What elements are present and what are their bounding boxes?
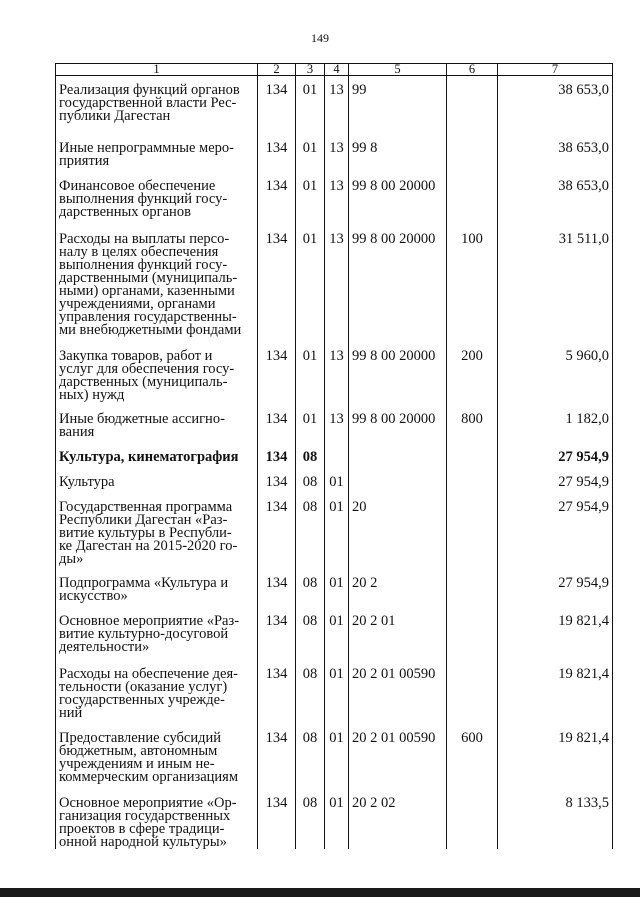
ministry-code: 134 xyxy=(258,76,296,135)
amount: 38 653,0 xyxy=(498,134,613,172)
row-name-line: учреждениям и иным не- xyxy=(59,756,215,772)
section-code: 08 xyxy=(296,468,325,493)
section-code: 08 xyxy=(296,607,325,660)
row-name-line: Основное мероприятие «Ор- xyxy=(59,795,237,811)
ministry-code: 134 xyxy=(258,607,296,660)
section-code: 01 xyxy=(296,225,325,342)
row-name-line: дарственными (муниципаль- xyxy=(59,270,238,286)
row-name-line: коммерческим организациям xyxy=(59,769,239,785)
subsection-code xyxy=(325,443,349,468)
expense-type-code xyxy=(447,172,498,225)
row-name-line: ды» xyxy=(59,551,84,567)
amount: 1 182,0 xyxy=(498,405,613,443)
subsection-code: 13 xyxy=(325,134,349,172)
section-code: 01 xyxy=(296,172,325,225)
row-name-line: деятельности» xyxy=(59,639,150,655)
section-code: 08 xyxy=(296,443,325,468)
row-name-line: бюджетным, автономным xyxy=(59,743,218,759)
section-code: 01 xyxy=(296,405,325,443)
row-name xyxy=(56,493,258,569)
subsection-code: 13 xyxy=(325,342,349,405)
subsection-code: 01 xyxy=(325,607,349,660)
row-name-line: Республики Дагестан «Раз- xyxy=(59,512,228,528)
row-name xyxy=(56,172,258,225)
target-article-code: 99 8 xyxy=(349,134,447,172)
row-name-line: Закупка товаров, работ и xyxy=(59,348,213,364)
row-name-line: дарственных органов xyxy=(59,204,191,220)
row-name-line: Реализация функций органов xyxy=(59,82,240,98)
ministry-code: 134 xyxy=(258,493,296,569)
row-name-line: выполнения функций госу- xyxy=(59,191,228,207)
row-name-line: ными) органами, казенными xyxy=(59,283,235,299)
table-row xyxy=(56,76,613,135)
ministry-code: 134 xyxy=(258,468,296,493)
target-article-code: 99 8 00 20000 xyxy=(349,225,447,342)
target-article-code xyxy=(349,443,447,468)
table-row xyxy=(56,443,613,468)
row-name xyxy=(56,405,258,443)
expense-type-code: 100 xyxy=(447,225,498,342)
expense-type-code xyxy=(447,443,498,468)
table-row xyxy=(56,405,613,443)
subsection-code: 01 xyxy=(325,789,349,849)
row-name xyxy=(56,724,258,789)
ministry-code: 134 xyxy=(258,405,296,443)
row-name-line: выполнения функций госу- xyxy=(59,257,228,273)
amount: 8 133,5 xyxy=(498,789,613,849)
ministry-code: 134 xyxy=(258,660,296,724)
header-cell: 2 xyxy=(258,64,296,76)
ministry-code: 134 xyxy=(258,225,296,342)
row-name-line: Расходы на выплаты персо- xyxy=(59,231,230,247)
row-name-line: искусство» xyxy=(59,588,128,604)
row-name xyxy=(56,660,258,724)
expense-type-code: 600 xyxy=(447,724,498,789)
ministry-code: 134 xyxy=(258,342,296,405)
row-name-line: услуг для обеспечения госу- xyxy=(59,361,235,377)
row-name-line: дарственных (муниципаль- xyxy=(59,374,228,390)
target-article-code: 20 xyxy=(349,493,447,569)
subsection-code: 01 xyxy=(325,569,349,607)
row-name xyxy=(56,134,258,172)
row-name-line: налу в целях обеспечения xyxy=(59,244,219,260)
table-row xyxy=(56,172,613,225)
amount: 27 954,9 xyxy=(498,493,613,569)
subsection-code: 13 xyxy=(325,76,349,135)
target-article-code: 20 2 xyxy=(349,569,447,607)
table-row xyxy=(56,342,613,405)
amount: 19 821,4 xyxy=(498,660,613,724)
expense-type-code: 800 xyxy=(447,405,498,443)
section-code: 08 xyxy=(296,789,325,849)
row-name-line: государственных учрежде- xyxy=(59,692,225,708)
expense-type-code xyxy=(447,134,498,172)
header-cell: 3 xyxy=(296,64,325,76)
row-name xyxy=(56,468,258,493)
table-row xyxy=(56,569,613,607)
row-name-line: ганизация государственных xyxy=(59,808,231,824)
expense-type-code xyxy=(447,76,498,135)
amount: 38 653,0 xyxy=(498,172,613,225)
table-row xyxy=(56,607,613,660)
amount: 31 511,0 xyxy=(498,225,613,342)
row-name xyxy=(56,342,258,405)
table-row xyxy=(56,134,613,172)
table-row xyxy=(56,468,613,493)
row-name-line: управления государственны- xyxy=(59,309,237,325)
subsection-code: 01 xyxy=(325,660,349,724)
target-article-code: 20 2 02 xyxy=(349,789,447,849)
table-row xyxy=(56,724,613,789)
table-row xyxy=(56,493,613,569)
target-article-code: 20 2 01 00590 xyxy=(349,724,447,789)
row-name-line: ке Дагестан на 2015-2020 го- xyxy=(59,538,238,554)
target-article-code: 99 8 00 20000 xyxy=(349,405,447,443)
header-cell: 1 xyxy=(56,64,258,76)
section-code: 01 xyxy=(296,342,325,405)
row-name-line: ных) нужд xyxy=(59,387,125,403)
section-code: 08 xyxy=(296,493,325,569)
section-code: 01 xyxy=(296,76,325,135)
row-name-line: ний xyxy=(59,705,83,721)
row-name xyxy=(56,225,258,342)
subsection-code: 01 xyxy=(325,468,349,493)
header-row xyxy=(56,64,613,76)
row-name-line: витие культуры в Республи- xyxy=(59,525,232,541)
section-code: 08 xyxy=(296,569,325,607)
row-name-line: Государственная программа xyxy=(59,499,233,515)
expense-type-code xyxy=(447,468,498,493)
table-row xyxy=(56,225,613,342)
expense-type-code xyxy=(447,569,498,607)
row-name-line: Культура xyxy=(59,474,115,490)
row-name-line: государственной власти Рес- xyxy=(59,95,237,111)
row-name-line: учреждениями, органами xyxy=(59,296,216,312)
expense-type-code xyxy=(447,660,498,724)
header-cell: 5 xyxy=(349,64,447,76)
subsection-code: 01 xyxy=(325,493,349,569)
amount: 27 954,9 xyxy=(498,569,613,607)
amount: 27 954,9 xyxy=(498,468,613,493)
target-article-code xyxy=(349,468,447,493)
row-name-line: приятия xyxy=(59,153,110,169)
header-cell: 7 xyxy=(498,64,613,76)
row-name-line: витие культурно-досуговой xyxy=(59,626,229,642)
row-name xyxy=(56,569,258,607)
scan-bottom-border xyxy=(0,888,640,897)
target-article-code: 99 8 00 20000 xyxy=(349,342,447,405)
expense-type-code: 200 xyxy=(447,342,498,405)
row-name xyxy=(56,607,258,660)
row-name-line: тельности (оказание услуг) xyxy=(59,679,228,695)
header-cell: 4 xyxy=(325,64,349,76)
target-article-code: 99 8 00 20000 xyxy=(349,172,447,225)
row-name-line: Основное мероприятие «Раз- xyxy=(59,613,240,629)
amount: 5 960,0 xyxy=(498,342,613,405)
row-name-line: проектов в сфере традици- xyxy=(59,821,225,837)
row-name-line: Иные бюджетные ассигно- xyxy=(59,411,225,427)
row-name-line: публики Дагестан xyxy=(59,108,171,124)
ministry-code: 134 xyxy=(258,789,296,849)
row-name xyxy=(56,789,258,849)
amount: 27 954,9 xyxy=(498,443,613,468)
row-name-line: вания xyxy=(59,424,95,440)
table-row xyxy=(56,660,613,724)
ministry-code: 134 xyxy=(258,569,296,607)
target-article-code: 99 xyxy=(349,76,447,135)
expense-type-code xyxy=(447,493,498,569)
table-row xyxy=(56,789,613,849)
row-name-line: ми внебюджетными фондами xyxy=(59,322,242,338)
page-number: 149 xyxy=(311,31,329,45)
row-name-line: Культура, кинематография xyxy=(59,449,239,465)
amount: 19 821,4 xyxy=(498,607,613,660)
subsection-code: 01 xyxy=(325,724,349,789)
row-name-line: Иные непрограммные меро- xyxy=(59,140,234,156)
ministry-code: 134 xyxy=(258,443,296,468)
budget-table xyxy=(55,63,613,849)
ministry-code: 134 xyxy=(258,724,296,789)
row-name xyxy=(56,76,258,135)
amount: 19 821,4 xyxy=(498,724,613,789)
ministry-code: 134 xyxy=(258,134,296,172)
subsection-code: 13 xyxy=(325,405,349,443)
section-code: 08 xyxy=(296,724,325,789)
table-body xyxy=(56,76,613,850)
section-code: 08 xyxy=(296,660,325,724)
ministry-code: 134 xyxy=(258,172,296,225)
row-name-line: Предоставление субсидий xyxy=(59,730,222,746)
subsection-code: 13 xyxy=(325,172,349,225)
row-name-line: онной народной культуры» xyxy=(59,834,227,850)
subsection-code: 13 xyxy=(325,225,349,342)
row-name-line: Подпрограмма «Культура и xyxy=(59,575,229,591)
amount: 38 653,0 xyxy=(498,76,613,135)
row-name-line: Расходы на обеспечение дея- xyxy=(59,666,238,682)
row-name xyxy=(56,443,258,468)
section-code: 01 xyxy=(296,134,325,172)
expense-type-code xyxy=(447,789,498,849)
target-article-code: 20 2 01 00590 xyxy=(349,660,447,724)
row-name-line: Финансовое обеспечение xyxy=(59,178,216,194)
header-cell: 6 xyxy=(447,64,498,76)
target-article-code: 20 2 01 xyxy=(349,607,447,660)
expense-type-code xyxy=(447,607,498,660)
